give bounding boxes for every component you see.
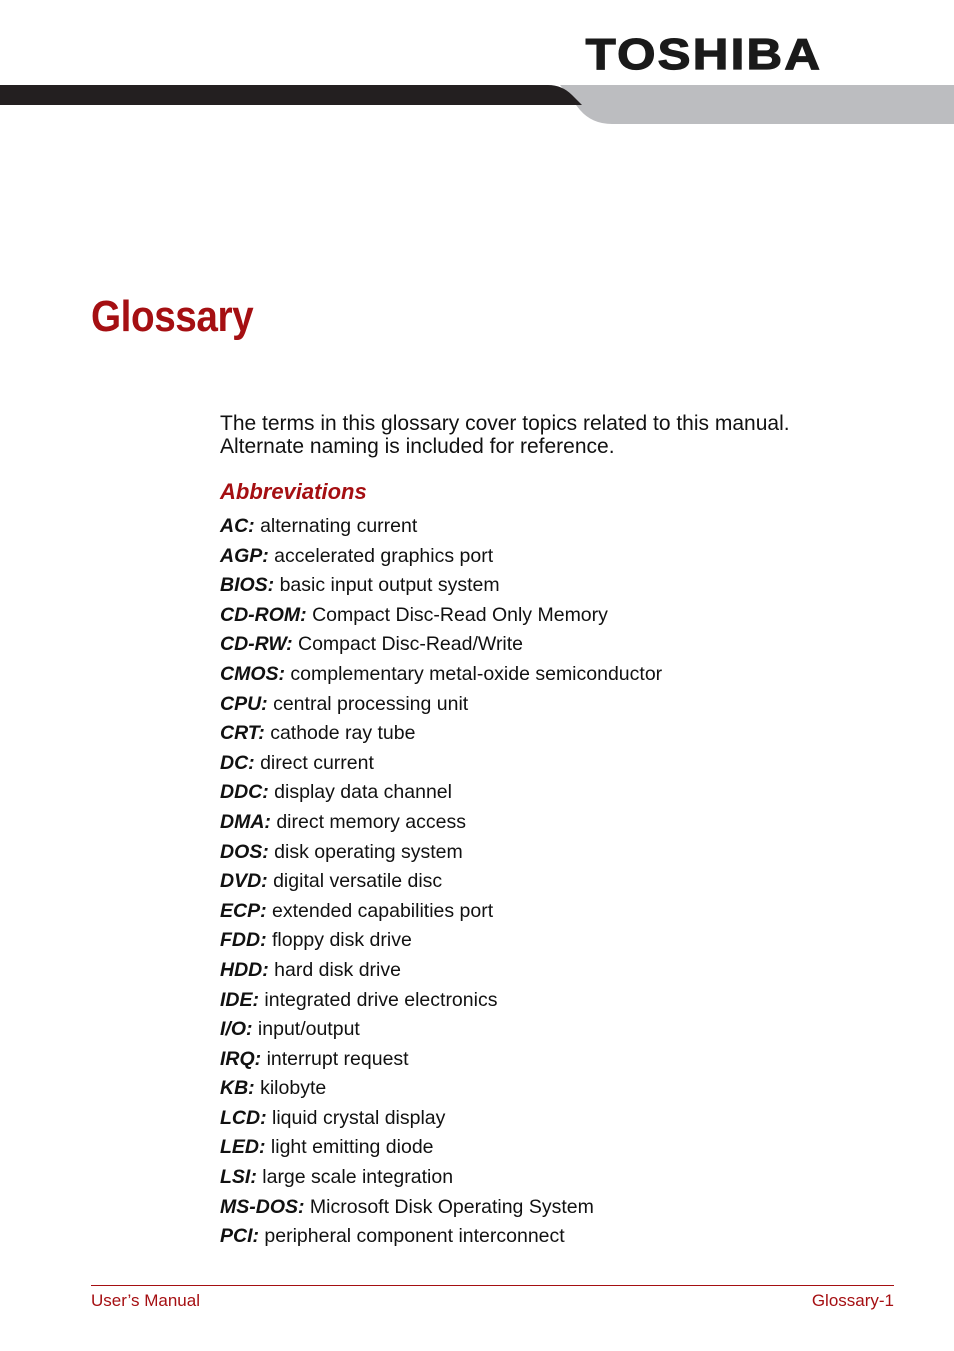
abbreviation-definition: integrated drive electronics [259,988,498,1011]
abbreviation-term: DOS: [220,840,269,863]
header-band-dark [0,85,582,105]
abbreviation-definition: large scale integration [256,1166,454,1189]
abbreviation-term: CRT: [220,722,265,745]
abbreviation-definition: kilobyte [254,1077,327,1100]
abbreviation-item [220,512,662,542]
abbreviation-term: FDD: [220,929,267,952]
abbreviation-item [220,926,662,956]
abbreviation-term: KB: [220,1077,255,1100]
abbreviation-term: CMOS: [220,662,285,685]
abbreviation-term: DC: [220,751,255,774]
abbreviation-definition: direct current [254,751,374,774]
abbreviation-item [220,1222,662,1252]
abbreviation-term: BIOS: [220,574,275,597]
abbreviation-item [220,1045,662,1075]
abbreviation-term: CPU: [220,692,268,715]
intro-paragraph [220,412,880,458]
abbreviation-definition: light emitting diode [265,1136,434,1159]
abbreviation-item [220,897,662,927]
abbreviation-definition: Compact Disc-Read Only Memory [306,603,608,626]
abbreviation-definition: cathode ray tube [264,722,416,745]
abbreviation-item [220,749,662,779]
abbreviation-definition: peripheral component interconnect [259,1225,565,1248]
abbreviation-item [220,956,662,986]
abbreviation-term: CD-RW: [220,633,293,656]
abbreviation-item [220,542,662,572]
abbreviation-definition: central processing unit [267,692,469,715]
section-heading-abbreviations: Abbreviations [220,479,367,504]
abbreviation-term: DMA: [220,810,271,833]
footer-page-number: Glossary-1 [811,1291,894,1310]
abbreviation-term: IRQ: [220,1047,262,1070]
abbreviation-item [220,867,662,897]
abbreviation-term: LSI: [220,1166,257,1189]
footer-manual-title: User’s Manual [91,1291,200,1310]
abbreviation-item [220,986,662,1016]
abbreviation-item [220,1074,662,1104]
abbreviation-term: IDE: [220,988,259,1011]
abbreviation-definition: alternating current [254,515,418,537]
abbreviation-list [220,512,662,1252]
abbreviation-item [220,719,662,749]
abbreviation-item [220,838,662,868]
abbreviation-definition: accelerated graphics port [268,544,494,567]
abbreviation-item [220,778,662,808]
toshiba-logo: TOSHIBA [585,30,822,79]
abbreviation-definition: input/output [252,1018,360,1041]
abbreviation-definition: Microsoft Disk Operating System [304,1195,594,1218]
abbreviation-item [220,1015,662,1045]
abbreviation-term: AGP: [220,544,269,567]
page-title: Glossary [91,292,254,341]
abbreviation-definition: disk operating system [268,840,463,863]
abbreviation-item [220,1133,662,1163]
abbreviation-item [220,1104,662,1134]
abbreviation-definition: digital versatile disc [267,870,443,893]
abbreviation-term: ECP: [220,899,267,922]
abbreviation-term: DVD: [220,870,268,893]
abbreviation-definition: liquid crystal display [266,1106,446,1129]
abbreviation-definition: floppy disk drive [266,929,412,952]
abbreviation-term: I/O: [220,1018,253,1041]
abbreviation-definition: basic input output system [274,574,500,597]
abbreviation-term: LED: [220,1136,266,1159]
abbreviation-definition: display data channel [268,781,452,804]
footer-rule [91,1285,894,1286]
abbreviation-definition: hard disk drive [268,958,401,981]
abbreviation-definition: Compact Disc-Read/Write [292,633,524,656]
abbreviation-item [220,630,662,660]
abbreviation-item [220,660,662,690]
abbreviation-term: PCI: [220,1225,259,1248]
abbreviation-item [220,601,662,631]
abbreviation-item [220,1193,662,1223]
abbreviation-item [220,1163,662,1193]
abbreviation-term: DDC: [220,781,269,804]
abbreviation-term: MS-DOS: [220,1195,305,1218]
abbreviation-item [220,571,662,601]
abbreviation-item [220,808,662,838]
header-band-light [560,85,954,124]
intro-line: The terms in this glossary cover topics related to this manual. [220,412,790,435]
abbreviation-term: CD-ROM: [220,603,307,626]
intro-line: Alternate naming is included for reference. [220,435,615,458]
abbreviation-definition: direct memory access [270,810,466,833]
abbreviation-definition: complementary metal-oxide semiconductor [285,662,663,685]
abbreviation-term: AC: [220,515,255,537]
abbreviation-item [220,690,662,720]
abbreviation-term: LCD: [220,1106,267,1129]
abbreviation-term: HDD: [220,958,269,981]
abbreviation-definition: extended capabilities port [266,899,494,922]
abbreviation-definition: interrupt request [261,1047,409,1070]
header-band [0,85,954,125]
